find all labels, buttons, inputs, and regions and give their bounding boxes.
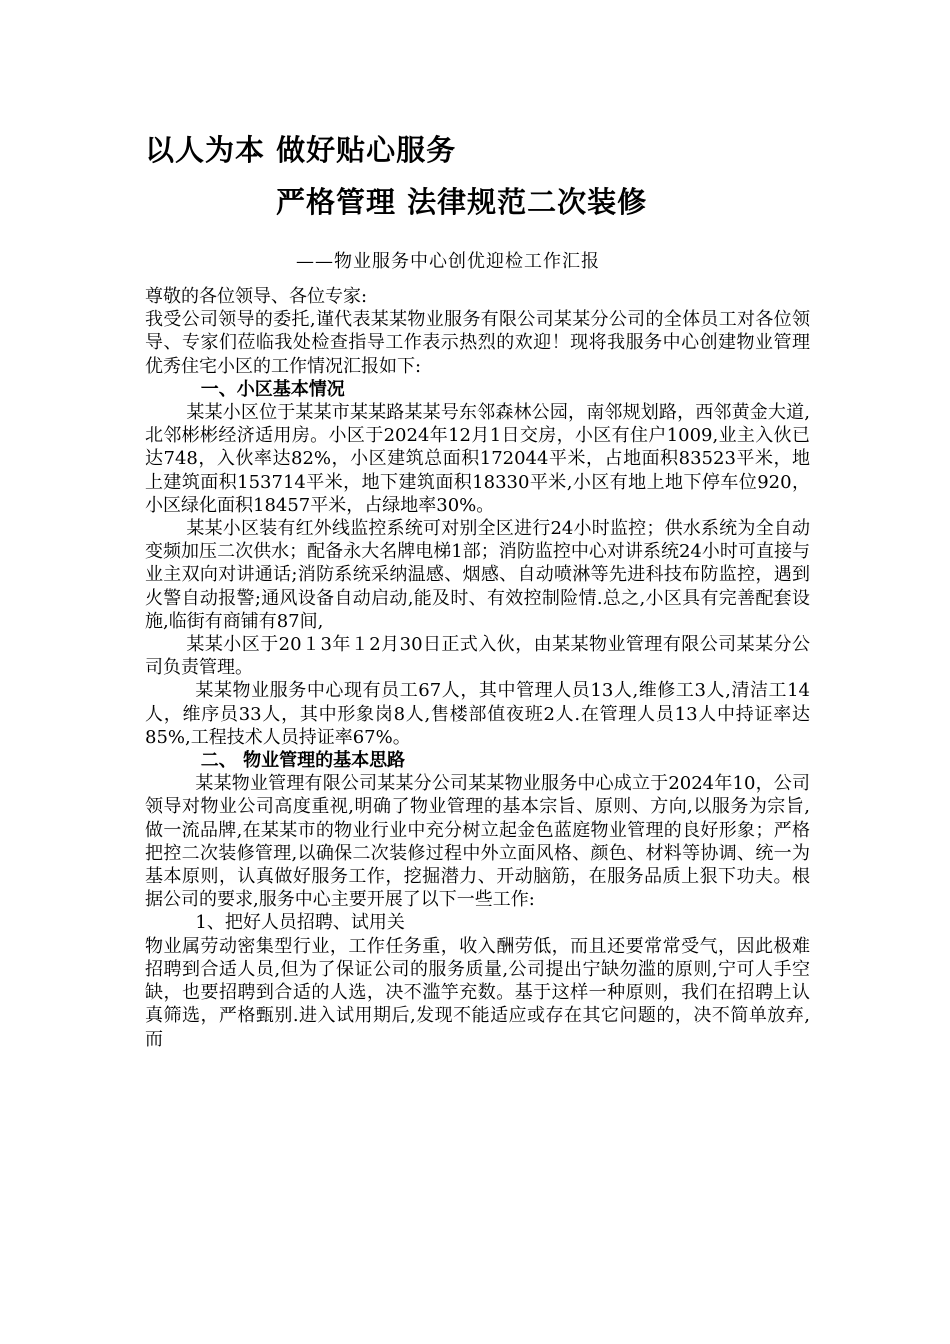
- document-subtitle: ——物业服务中心创优迎检工作汇报: [296, 251, 600, 272]
- item1-heading: 1、把好人员招聘、试用关: [195, 912, 405, 934]
- intro-paragraph: 我受公司领导的委托,谨代表某某物业服务有限公司某某分公司的全体员工对各位领导、专家们莅临我处检查指导工作表示热烈的欢迎！现将我服务中心创建物业管理优秀住宅小区的工作情况汇报如下:: [145, 309, 810, 377]
- section1-paragraph-4: 某某物业服务中心现有员工67人，其中管理人员13人,维修工3人,清洁工14人，维序员33人，其中形象岗8人,售楼部值夜班2人.在管理人员13人中持证率达85%,工程技术人员持证率67%。: [145, 680, 810, 748]
- section1-paragraph-3: 某某小区于20１3年１2月30日正式入伙，由某某物业管理有限公司某某分公司负责管理。: [145, 634, 810, 679]
- item1-paragraph-1: 物业属劳动密集型行业，工作任务重，收入酬劳低，而且还要常常受气，因此极难招聘到合适人员,但为了保证公司的服务质量,公司提出宁缺勿滥的原则,宁可人手空缺，也要招聘到合适的人选，决不滥竽充数。基于这样一种原则，我们在招聘上认真筛选，严格甄别.进入试用期后,发现不能适应或存在其它问题的，决不简单放弃,而: [145, 935, 810, 1050]
- section1-heading: 一、小区基本情况: [200, 378, 345, 400]
- document-title-line1: 以人为本 做好贴心服务: [145, 133, 457, 167]
- section2-paragraph-1: 某某物业管理有限公司某某分公司某某物业服务中心成立于2024年10，公司领导对物业公司高度重视,明确了物业管理的基本宗旨、原则、方向,以服务为宗旨,做一流品牌,在某某市的物业行业中充分树立起金色蓝庭物业管理的良好形象；严格把控二次装修管理,以确保二次装修过程中外立面风格、颜色、材料等协调、统一为基本原则，认真做好服务工作，挖掘潜力、开动脑筋，在服务品质上狠下功夫。根据公司的要求,服务中心主要开展了以下一些工作:: [145, 773, 810, 911]
- section2-heading: 二、 物业管理的基本思路: [200, 750, 406, 772]
- section1-paragraph-2: 某某小区装有红外线监控系统可对别全区进行24小时监控；供水系统为全自动变频加压二次供水；配备永大名牌电梯1部；消防监控中心对讲系统24小时可直接与业主双向对讲通话;消防系统采纳温感、烟感、自动喷淋等先进科技布防监控，遇到火警自动报警;通风设备自动启动,能及时、有效控制险情.总之,小区具有完善配套设施,临街有商铺有87间,: [145, 518, 810, 632]
- document-body: [145, 285, 810, 1051]
- salutation: 尊敬的各位领导、各位专家:: [145, 286, 368, 307]
- document-title-line2: 严格管理 法律规范二次装修: [276, 185, 648, 219]
- section1-paragraph-1: 某某小区位于某某市某某路某某号东邻森林公园，南邻规划路，西邻黄金大道,北邻彬彬经济适用房。小区于2024年12月1日交房，小区有住户1009,业主入伙已达748，入伙率达82%，小区建筑总面积172044平米，占地面积83523平米，地上建筑面积153714平米，地下建筑面积18330平米,小区有地上地下停车位920，小区绿化面积18457平米，占绿地率30%。: [145, 402, 810, 516]
